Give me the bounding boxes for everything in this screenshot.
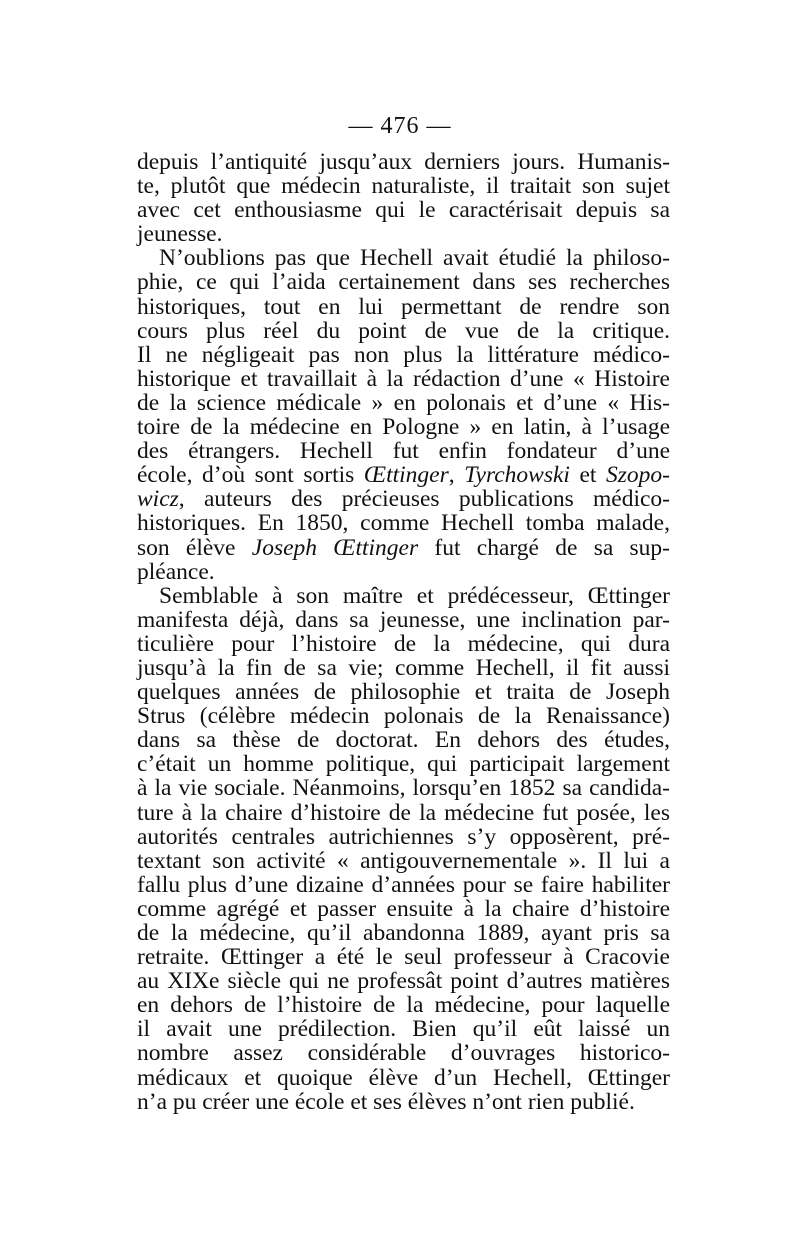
text-run: dans sa thèse de doctorat. En dehors des études, (137, 727, 670, 754)
text-line (137, 728, 670, 752)
text-run: Strus (célèbre médecin polonais de la Renaissance) (137, 703, 670, 730)
text-run: en dehors de l’histoire de la médecine, pour laquelle (137, 992, 670, 1019)
italic-name: Œttinger (363, 462, 449, 489)
text-run: te, plutôt que médecin naturaliste, il traitait son sujet (137, 173, 670, 200)
text-line (137, 198, 670, 222)
text-run: , (448, 462, 465, 489)
text-line (137, 993, 670, 1017)
text-run: phie, ce qui l’aida certainement dans ses recherches (137, 269, 670, 296)
text-line (137, 921, 670, 945)
page-number: — 476 — (348, 113, 452, 139)
text-line (137, 174, 670, 198)
paragraph (137, 246, 670, 583)
text-run: jusqu’à la fin de sa vie; comme Hechell, il fit aussi (137, 654, 670, 681)
text-run: des étrangers. Hechell fut enfin fondateur d’une (137, 438, 670, 465)
text-line (137, 849, 670, 873)
text-line (137, 969, 670, 993)
text-run: historique et travaillait à la rédaction d’une « Histoire (137, 365, 670, 392)
text-run: jeunesse. (137, 221, 223, 248)
text-run: N’oublions pas que Hechell avait étudié la philoso- (159, 245, 670, 272)
text-line (137, 246, 670, 270)
text-line (137, 343, 670, 367)
text-run: avec cet enthousiasme qui le caractérisait depuis sa (137, 197, 670, 224)
text-run: son élève (137, 534, 252, 561)
text-run: textant son activité « antigouvernementale ». Il lui a (137, 847, 670, 874)
text-line (137, 1090, 670, 1114)
text-run: pléance. (137, 558, 215, 585)
italic-name: wicz (137, 486, 179, 513)
text-run: et (569, 462, 607, 489)
text-run: , auteurs des précieuses publications médico- (178, 486, 670, 513)
text-line (137, 560, 670, 584)
text-run: médicaux et quoique élève d’un Hechell, Œttinger (137, 1064, 670, 1091)
italic-name: Tyrchowski (464, 462, 570, 489)
text-run: historiques. En 1850, comme Hechell tomba malade, (137, 510, 670, 537)
text-line (137, 295, 670, 319)
text-run: manifesta déjà, dans sa jeunesse, une inclination par- (137, 606, 670, 633)
text-run: école, d’où sont sortis (137, 462, 364, 489)
text-run: de la science médicale » en polonais et d’une « His- (137, 389, 670, 416)
text-run: retraite. Œttinger a été le seul professeur à Cracovie (137, 944, 670, 971)
text-line (137, 487, 670, 511)
paragraph (137, 150, 670, 246)
text-line (137, 511, 670, 535)
text-line (137, 1041, 670, 1065)
text-run: à la vie sociale. Néanmoins, lorsqu’en 1852 sa candida- (137, 775, 670, 802)
text-line (137, 873, 670, 897)
text-line (137, 319, 670, 343)
text-line (137, 150, 670, 174)
text-run: autorités centrales autrichiennes s’y opposèrent, pré- (137, 823, 670, 850)
text-line (137, 367, 670, 391)
text-line (137, 825, 670, 849)
text-run: c’était un homme politique, qui participait largement (137, 751, 670, 778)
text-line (137, 656, 670, 680)
text-line (137, 439, 670, 463)
text-run: il avait une prédilection. Bien qu’il eût laissé un (137, 1016, 670, 1043)
text-line (137, 704, 670, 728)
text-line (137, 632, 670, 656)
italic-name: Szopo- (606, 462, 671, 489)
text-line (137, 584, 670, 608)
paragraph (137, 584, 670, 1114)
text-run: historiques, tout en lui permettant de rendre son (137, 293, 670, 320)
text-line (137, 1066, 670, 1090)
text-run: au XIXe siècle qui ne professât point d’autres matières (137, 968, 670, 995)
text-line (137, 1017, 670, 1041)
text-line (137, 752, 670, 776)
text-line (137, 270, 670, 294)
text-run: ticulière pour l’histoire de la médecine, qui dura (137, 630, 670, 657)
text-line (137, 391, 670, 415)
text-line (137, 945, 670, 969)
text-line (137, 897, 670, 921)
text-line (137, 608, 670, 632)
text-run: depuis l’antiquité jusqu’aux derniers jours. Humanis- (137, 149, 670, 175)
text-run: ture à la chaire d’histoire de la médecine fut posée, les (137, 799, 670, 826)
body-text (137, 150, 670, 1114)
text-run: fut chargé de sa sup- (418, 534, 671, 561)
text-line (137, 463, 670, 487)
text-line (137, 536, 670, 560)
text-run: cours plus réel du point de vue de la critique. (137, 317, 670, 344)
text-run: n’a pu créer une école et ses élèves n’ont rien publié. (137, 1088, 635, 1115)
text-run: quelques années de philosophie et traita de Joseph (137, 679, 670, 706)
text-line (137, 415, 670, 439)
text-run: comme agrégé et passer ensuite à la chaire d’histoire (137, 895, 670, 922)
text-line (137, 801, 670, 825)
text-run: toire de la médecine en Pologne » en latin, à l’usage (137, 414, 670, 441)
text-run: nombre assez considérable d’ouvrages historico- (137, 1040, 670, 1067)
italic-name: Joseph Œttinger (251, 534, 419, 561)
text-line (137, 776, 670, 800)
text-line (137, 222, 670, 246)
text-run: de la médecine, qu’il abandonna 1889, ayant pris sa (137, 920, 670, 946)
text-run: fallu plus d’une dizaine d’années pour se faire habiliter (137, 871, 670, 898)
text-run: Il ne négligeait pas non plus la littérature médico- (137, 341, 670, 368)
text-line (137, 680, 670, 704)
text-run: Semblable à son maître et prédécesseur, Œttinger (159, 582, 670, 609)
